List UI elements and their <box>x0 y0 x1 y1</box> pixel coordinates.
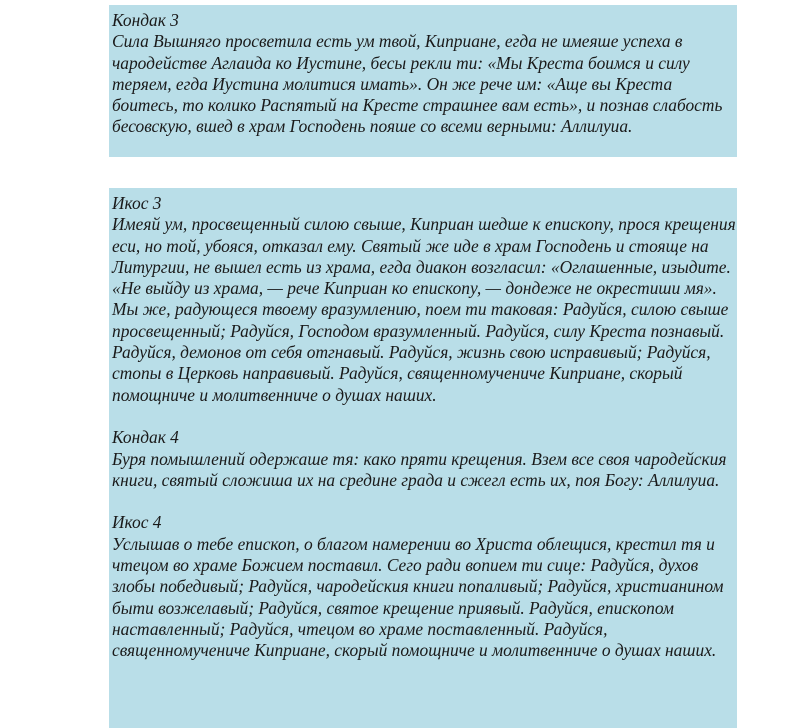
kondak-4-heading: Кондак 4 <box>112 427 179 448</box>
kondak-4-text: Буря помышлений одержаше тя: како пряти крещения. Взем все своя чародейския книги, святый сложиша их на средине града и сжегл есть их, поя Богу: Аллилуиа. <box>112 448 727 490</box>
kondak-3-heading: Кондак 3 <box>112 10 179 30</box>
ikos-3-kondak-4-ikos-4-block <box>109 188 737 728</box>
spacer <box>112 491 737 512</box>
ikos-3-heading: Икос 3 <box>112 193 162 213</box>
spacer <box>112 406 737 427</box>
kondak-3-block <box>109 5 737 157</box>
ikos-4-heading: Икос 4 <box>112 512 162 533</box>
ikos-4-text: Услышав о тебе епископ, о благом намерении во Христа облещися, крестил тя и чтецом во храме Божием поставил. Сего ради вопием ти сице: Радуйся, духов злобы победивый; Радуйся, чародейския книги попаливый; Радуйся, христианином быти возжелавый; Радуйся, святое крещение приявый. Радуйся, епископом наставленный; Радуйся, чтецом во храме поставленный. Радуйся, священномучениче Киприане, скорый помощниче и молитвенниче о душах наших. <box>112 533 724 661</box>
ikos-3-text: Имеяй ум, просвещенный силою свыше, Киприан шедше к епископу, прося крещения еси, но той, убояся, отказал ему. Святый же иде в храм Господень и стояще на Литургии, не вышел есть из храма, егда диакон возгласил: «Оглашенные, изыдите. «Не выйду из храма, — рече Киприан ко епископу, — дондеже не окрестиши мя». Мы же, радующеся твоему вразумлению, поем ти таковая: Радуйся, силою свыше просвещенный; Радуйся, Господом вразумленный. Радуйся, силу Креста познавый. Радуйся, демонов от себя отгнавый. Радуйся, жизнь свою исправивый; Радуйся, стопы в Церковь направивый. Радуйся, священномучениче Киприане, скорый помощниче и молитвенниче о душах наших. <box>112 214 736 405</box>
kondak-3-text: Сила Вышняго просветила есть ум твой, Киприане, егда не имеяше успеха в чародействе Аглаида ко Иустине, бесы рекли ти: «Мы Креста боимся и силу теряем, егда Иустина молитися имать». Он же рече им: «Аще вы Креста боитесь, то колико Распятый на Кресте страшнее вам есть», и познав слабость бесовскую, вшед в храм Господень пояше со всеми верными: Аллилуиа. <box>112 31 723 137</box>
